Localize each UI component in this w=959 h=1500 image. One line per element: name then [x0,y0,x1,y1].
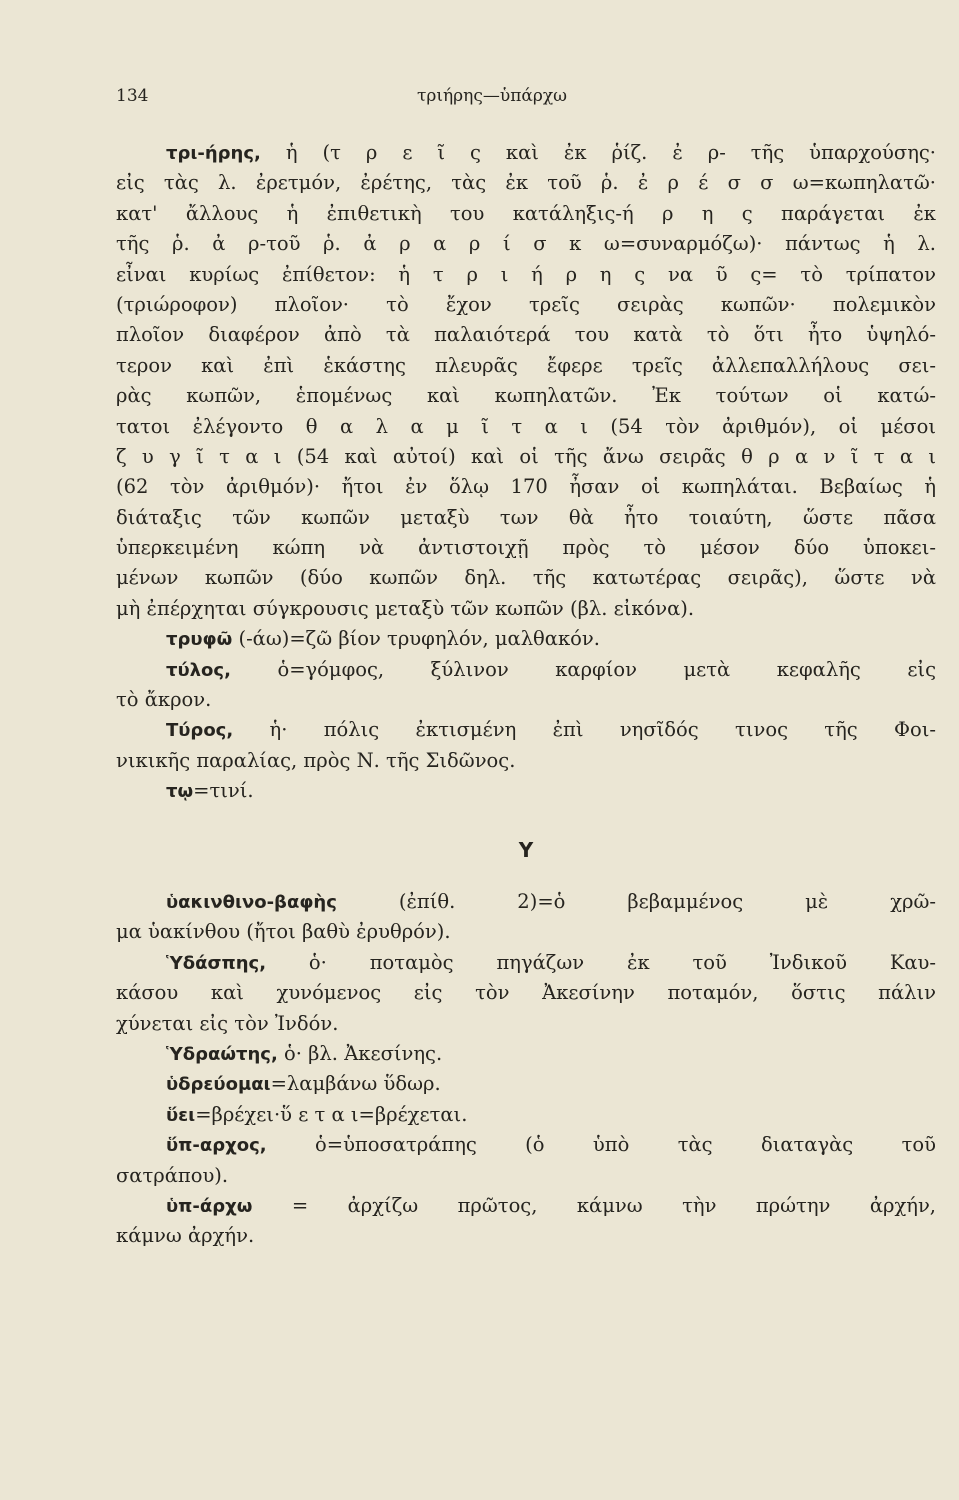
entry-line [116,229,936,259]
entry-text: μα ὑακίνθου (ἤτοι βαθὺ ἐρυθρόν). [116,920,451,944]
entry-text: (62 τὸν ἀριθμόν)· ἤτοι ἐν ὅλῳ 170 ἦσαν οἱ κωπηλάται. Βεβαίως ἡ [116,475,936,499]
entry-line [116,138,936,168]
entry-line [116,948,936,978]
entry-line [116,351,936,381]
entry-line [116,563,936,593]
entry-line [116,533,936,563]
dictionary-entry [116,948,936,1039]
entry-text: τερον καὶ ἐπὶ ἑκάστης πλευρᾶς ἔφερε τρεῖς ἀλλεπαλλήλους σει- [116,353,936,377]
entry-line [116,320,936,350]
entry-headword: ὕπ-αρχος, [166,1135,267,1157]
page-body [116,138,936,1252]
entry-text: (ἐπίθ. 2)=ὁ βεβαμμένος μὲ χρῶ- [336,889,936,913]
entry-line [116,594,936,624]
entry-line [116,1221,936,1251]
entry-line [116,290,936,320]
entry-text: κάμνω ἀρχήν. [116,1224,255,1248]
entry-text: ὑπερκειμένη κώπη νὰ ἀντιστοιχῇ πρὸς τὸ μέσον δύο ὑποκει- [116,536,936,560]
entry-line [116,168,936,198]
entry-line [116,715,936,745]
entry-line [116,472,936,502]
section-letter: Υ [518,837,534,862]
entry-text: διάταξις τῶν κωπῶν μεταξὺ των θὰ ἦτο τοιαύτη, ὥστε πᾶσα [116,505,936,529]
entry-line [116,412,936,442]
entry-headword: Ὑδραώτης, [166,1043,278,1065]
entry-text: =βρέχει·ὕ ε τ α ι=βρέχεται. [195,1102,468,1126]
dictionary-entry [116,1039,936,1069]
page-number: 134 [116,86,149,106]
dictionary-entry [116,655,936,716]
entry-text: κατ' ἄλλους ἡ ἐπιθετικὴ του κατάληξις-ή ρ η ς παράγεται ἐκ [116,201,936,225]
dictionary-entry [116,1130,936,1191]
entry-text: =λαμβάνω ὕδωρ. [270,1072,441,1096]
dictionary-entry [116,1191,936,1252]
entry-headword: τύλος, [166,659,231,681]
entry-text: ζ υ γ ῖ τ α ι (54 καὶ αὐτοί) καὶ οἱ τῆς ἄνω σειρᾶς θ ρ α ν ῖ τ α ι [116,444,936,468]
entry-line [116,503,936,533]
entry-text: (τριώροφον) πλοῖον· τὸ ἔχον τρεῖς σειρὰς κωπῶν· πολεμικὸν [116,292,936,316]
dictionary-entry [116,1069,936,1099]
entry-text: σατράπου). [116,1163,229,1187]
entry-text: μένων κωπῶν (δύο κωπῶν δηλ. τῆς κατωτέρας σειρᾶς), ὥστε νὰ [116,566,936,590]
entry-line [116,776,936,806]
entry-line [116,199,936,229]
entry-line [116,1161,936,1191]
entry-text: ὁ=γόμφος, ξύλινον καρφίον μετὰ κεφαλῆς εἰς [230,657,936,681]
dictionary-entry [116,887,936,948]
entry-line [116,978,936,1008]
entry-text: νικικῆς παραλίας, πρὸς Ν. τῆς Σιδῶνος. [116,748,516,772]
entry-headword: τρι-ήρης, [166,143,261,164]
entry-line [116,1069,936,1099]
entry-text: κάσου καὶ χυνόμενος εἰς τὸν Ἀκεσίνην ποταμόν, ὅστις πάλιν [116,981,936,1005]
entry-text: τατοι ἐλέγοντο θ α λ α μ ῖ τ α ι (54 τὸν ἀριθμόν), οἱ μέσοι [116,414,936,438]
entry-line [116,917,936,947]
entry-line [116,260,936,290]
entry-text: ὁ=ὑποσατράπης (ὁ ὑπὸ τὰς διαταγὰς τοῦ [266,1133,936,1157]
entry-text: =τινί. [193,779,254,803]
dictionary-entry [116,1100,936,1130]
entry-text: ὁ· ποταμὸς πηγάζων ἐκ τοῦ Ἰνδικοῦ Καυ- [266,950,936,974]
dictionary-entry [116,138,936,624]
entries-tau [116,138,936,807]
entry-headword: Ὑδάσπης, [166,952,267,974]
entry-text: μὴ ἐπέρχηται σύγκρουσις μεταξὺ τῶν κωπῶν (βλ. εἰκόνα). [116,596,695,620]
entry-text: τὸ ἄκρον. [116,688,212,712]
entry-text: χύνεται εἰς τὸν Ἰνδόν. [116,1011,339,1035]
dictionary-entry [116,776,936,806]
entry-text: (-άω)=ζῶ βίον τρυφηλόν, μαλθακόν. [232,627,600,651]
entry-line [116,442,936,472]
entry-headword: ὑδρεύομαι [166,1074,271,1096]
entry-text: ὁ· βλ. Ἀκεσίνης. [277,1041,443,1065]
entry-text: ἡ (τ ρ ε ῖ ς καὶ ἐκ ῥίζ. ἐ ρ- τῆς ὑπαρχούσης· [260,141,936,164]
entry-text: ἡ· πόλις ἐκτισμένη ἐπὶ νησῖδός τινος τῆς Φοι- [233,718,936,742]
running-title: τριήρης—ὑπάρχω [416,86,568,106]
entry-text: τῆς ῥ. ἀ ρ-τοῦ ῥ. ἀ ρ α ρ ί σ κ ω=συναρμόζω)· πάντως ἡ λ. [116,232,936,256]
entry-line [116,887,936,917]
entry-line [116,1039,936,1069]
entry-headword: ὕει [166,1104,196,1126]
entries-upsilon [116,887,936,1252]
entry-line [116,1191,936,1221]
entry-headword: τρυφῶ [166,629,233,651]
entry-text: εἰς τὰς λ. ἐρετμόν, ἐρέτης, τὰς ἐκ τοῦ ῥ. ἐ ρ έ σ σ ω=κωπηλατῶ· [116,171,936,195]
entry-line [116,624,936,654]
entry-line [116,1130,936,1160]
entry-text: = ἀρχίζω πρῶτος, κάμνω τὴν πρώτην ἀρχήν, [252,1193,936,1217]
entry-headword: ὑπ-άρχω [166,1195,253,1217]
entry-line [116,1100,936,1130]
entry-line [116,381,936,411]
entry-headword: Τύρος, [166,720,234,742]
entry-line [116,655,936,685]
dictionary-entry [116,715,936,776]
entry-text: πλοῖον διαφέρον ἀπὸ τὰ παλαιότερά του κατὰ τὸ ὅτι ἦτο ὑψηλό- [116,323,936,347]
entry-headword: τῳ [166,781,194,803]
entry-line [116,746,936,776]
entry-text: ρὰς κωπῶν, ἑπομένως καὶ κωπηλατῶν. Ἐκ τούτων οἱ κατώ- [116,384,936,408]
entry-line [116,685,936,715]
entry-headword: ὑακινθινο-βαφὴς [166,891,337,913]
entry-text: εἶναι κυρίως ἐπίθετον: ἡ τ ρ ι ή ρ η ς να ῦ ς= τὸ τρίπατον [116,262,936,286]
entry-line [116,1009,936,1039]
dictionary-entry [116,624,936,654]
